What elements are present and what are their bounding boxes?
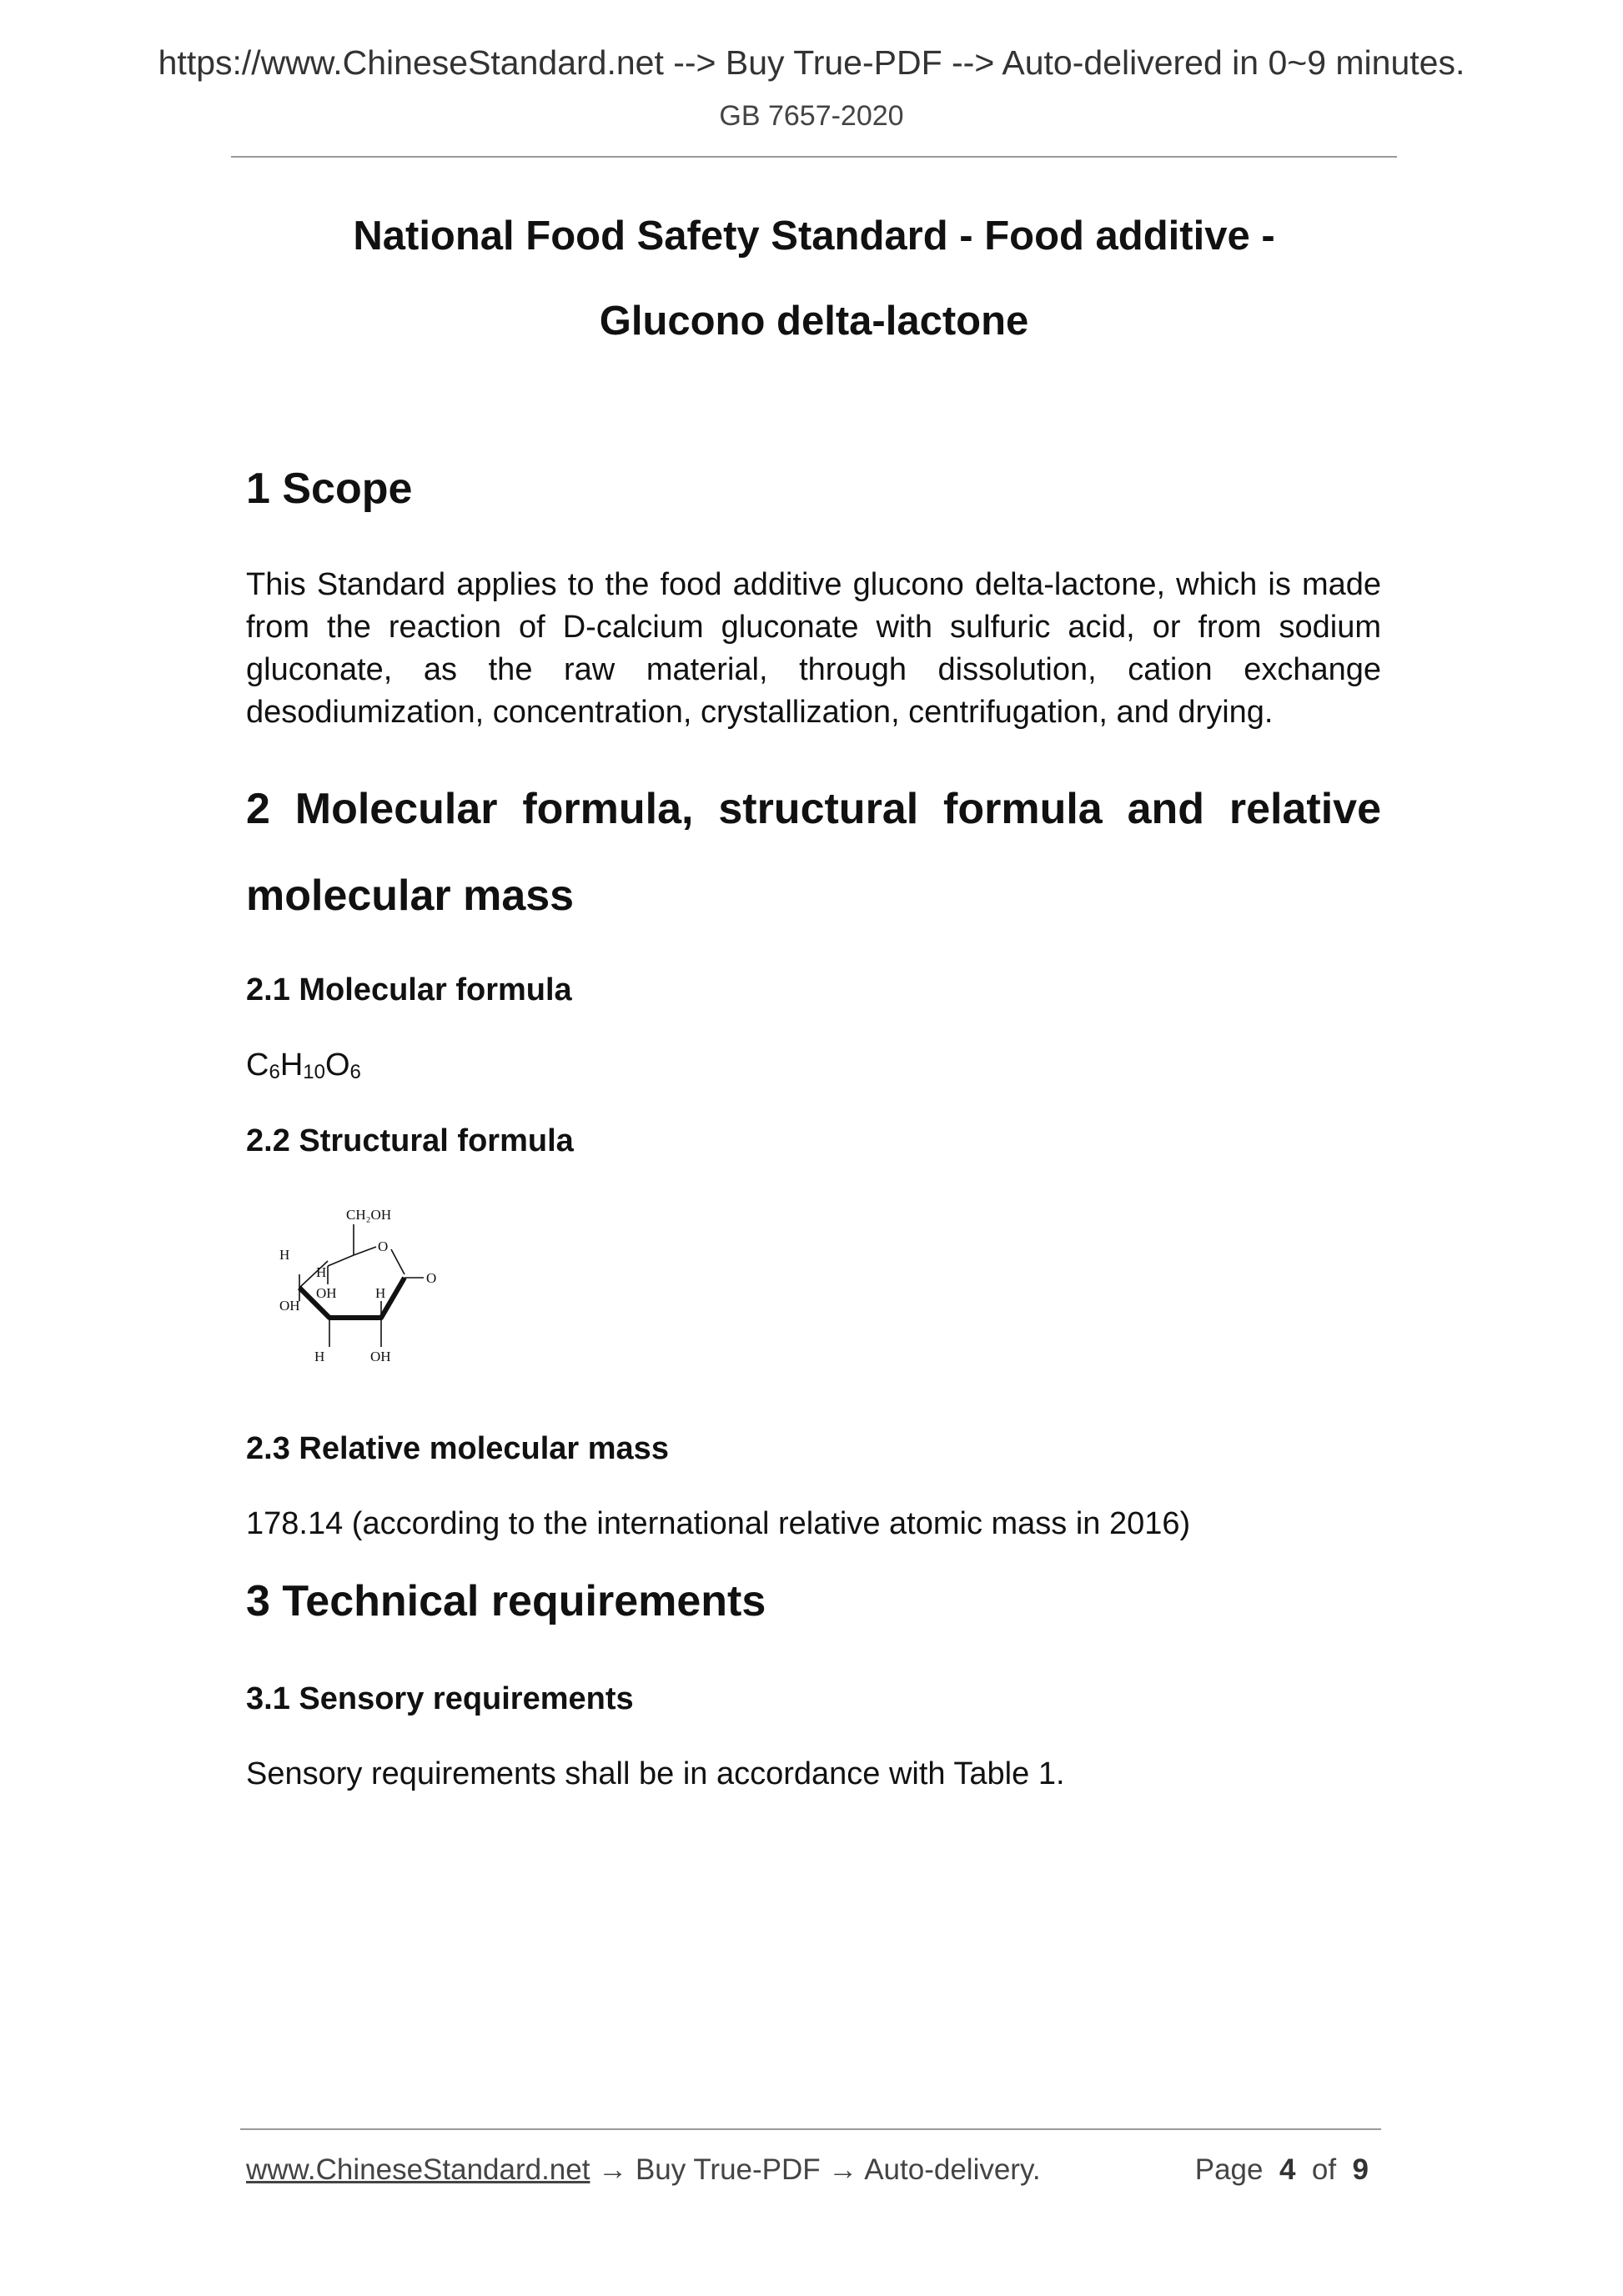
footer-divider [240,2128,1381,2130]
structural-formula-diagram [279,1201,471,1368]
formula-carbon: C [246,1048,269,1083]
formula-hydrogen: H [279,1048,304,1083]
page-number: 4 [1279,2153,1296,2186]
formula-carbon-count: 6 [269,1061,280,1083]
label-h-mid: H [375,1285,386,1301]
section-1-heading: 1 Scope [246,465,413,513]
label-h-left: H [279,1247,290,1263]
label-o-carbonyl: O [426,1270,437,1286]
label-o-ring: O [378,1238,389,1254]
label-oh-bottom: OH [370,1349,391,1364]
standard-code: GB 7657-2020 [719,100,904,132]
formula-oxygen-count: 6 [349,1061,361,1083]
sensory-requirements-text: Sensory requirements shall be in accordance with Table 1. [246,1756,1065,1791]
of-word: of [1311,2153,1337,2186]
source-banner: https://www.ChineseStandard.net --> Buy True-PDF --> Auto-delivered in 0~9 minutes. [158,43,1465,82]
page-total: 9 [1352,2153,1369,2186]
subsection-2-1-heading: 2.1 Molecular formula [246,972,572,1007]
label-ch2oh: CH₂OH [346,1207,392,1223]
footer-buy-text: Buy True-PDF [635,2153,821,2186]
ring-bold-front-edge [299,1278,404,1318]
page-word: Page [1194,2153,1264,2186]
document-title-line-2: Glucono delta-lactone [599,299,1029,344]
subsection-2-2-heading: 2.2 Structural formula [246,1123,574,1158]
label-oh-left: OH [279,1298,300,1314]
label-h-inner: H [316,1264,327,1280]
formula-oxygen: O [324,1048,350,1083]
subsection-2-3-heading: 2.3 Relative molecular mass [246,1431,669,1466]
section-2-heading-line-2: molecular mass [246,872,575,920]
formula-hydrogen-count: 10 [303,1061,325,1083]
footer-site-link[interactable]: www.ChineseStandard.net [246,2153,590,2186]
label-h-bottom: H [314,1349,325,1364]
header-divider [231,156,1397,158]
relative-molecular-mass-value: 178.14 (according to the international relative atomic mass in 2016) [246,1506,1191,1541]
page-indicator [1195,2153,1369,2187]
bond-c5-c4 [328,1255,354,1266]
footer-arrow-icon-1: → [598,2153,628,2186]
molecular-formula [246,1048,361,1084]
section-2-heading-line-1: 2 Molecular formula, structural formula and relative [246,785,1381,833]
subsection-3-1-heading: 3.1 Sensory requirements [246,1681,634,1716]
document-title-line-1: National Food Safety Standard - Food additive - [353,214,1275,259]
section-1-paragraph: This Standard applies to the food additive glucono delta-lactone, which is made from the reaction of D-calcium gluconate with sulfuric acid, or from sodium gluconate, as the raw material, through dissolution, cation exchange desodiumization, concentration, crystallization, centrifugation, and drying. [246,567,1381,730]
bond-ring-oxygen [354,1247,376,1255]
footer-auto-text: Auto-delivery. [864,2153,1041,2186]
footer-left [246,2153,1041,2187]
section-3-heading: 3 Technical requirements [246,1577,766,1625]
label-oh-inner: OH [316,1285,337,1301]
bond-oxygen-carbonyl-carbon [391,1249,404,1274]
footer-arrow-icon-2: → [828,2153,858,2186]
